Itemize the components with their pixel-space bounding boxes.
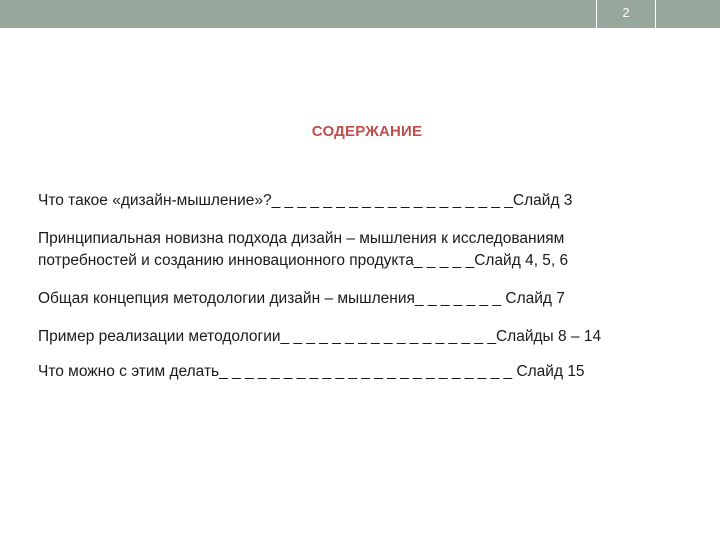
table-of-contents bbox=[38, 190, 698, 399]
toc-item-line: Пример реализации методологии_ _ _ _ _ _ _ _ _ _ _ _ _ _ _ _ _Слайды 8 – 14 bbox=[38, 328, 602, 345]
toc-item-what-is-design-thinking bbox=[38, 190, 698, 212]
slide-top-bar bbox=[0, 0, 720, 28]
toc-item-line: Общая концепция методологии дизайн – мышления_ _ _ _ _ _ _ Слайд 7 bbox=[38, 290, 565, 307]
toc-item-novelty-of-approach bbox=[38, 228, 698, 272]
page-title: СОДЕРЖАНИЕ bbox=[311, 123, 423, 140]
toc-item-line: Что можно с этим делать_ _ _ _ _ _ _ _ _ _ _ _ _ _ _ _ _ _ _ _ _ _ _ Слайд 15 bbox=[38, 363, 585, 380]
toc-item-line: Что такое «дизайн-мышление»?_ _ _ _ _ _ _ _ _ _ _ _ _ _ _ _ _ _ _Слайд 3 bbox=[38, 192, 573, 209]
toc-item-line: Принципиальная новизна подхода дизайн – мышления к исследованиям bbox=[38, 230, 565, 247]
toc-item-line: потребностей и созданию инновационного продукта_ _ _ _ _Слайд 4, 5, 6 bbox=[38, 252, 569, 269]
toc-item-what-to-do bbox=[38, 361, 698, 383]
toc-item-implementation-example bbox=[38, 326, 698, 348]
toc-item-general-concept bbox=[38, 288, 698, 310]
slide-number: 2 bbox=[596, 0, 656, 28]
